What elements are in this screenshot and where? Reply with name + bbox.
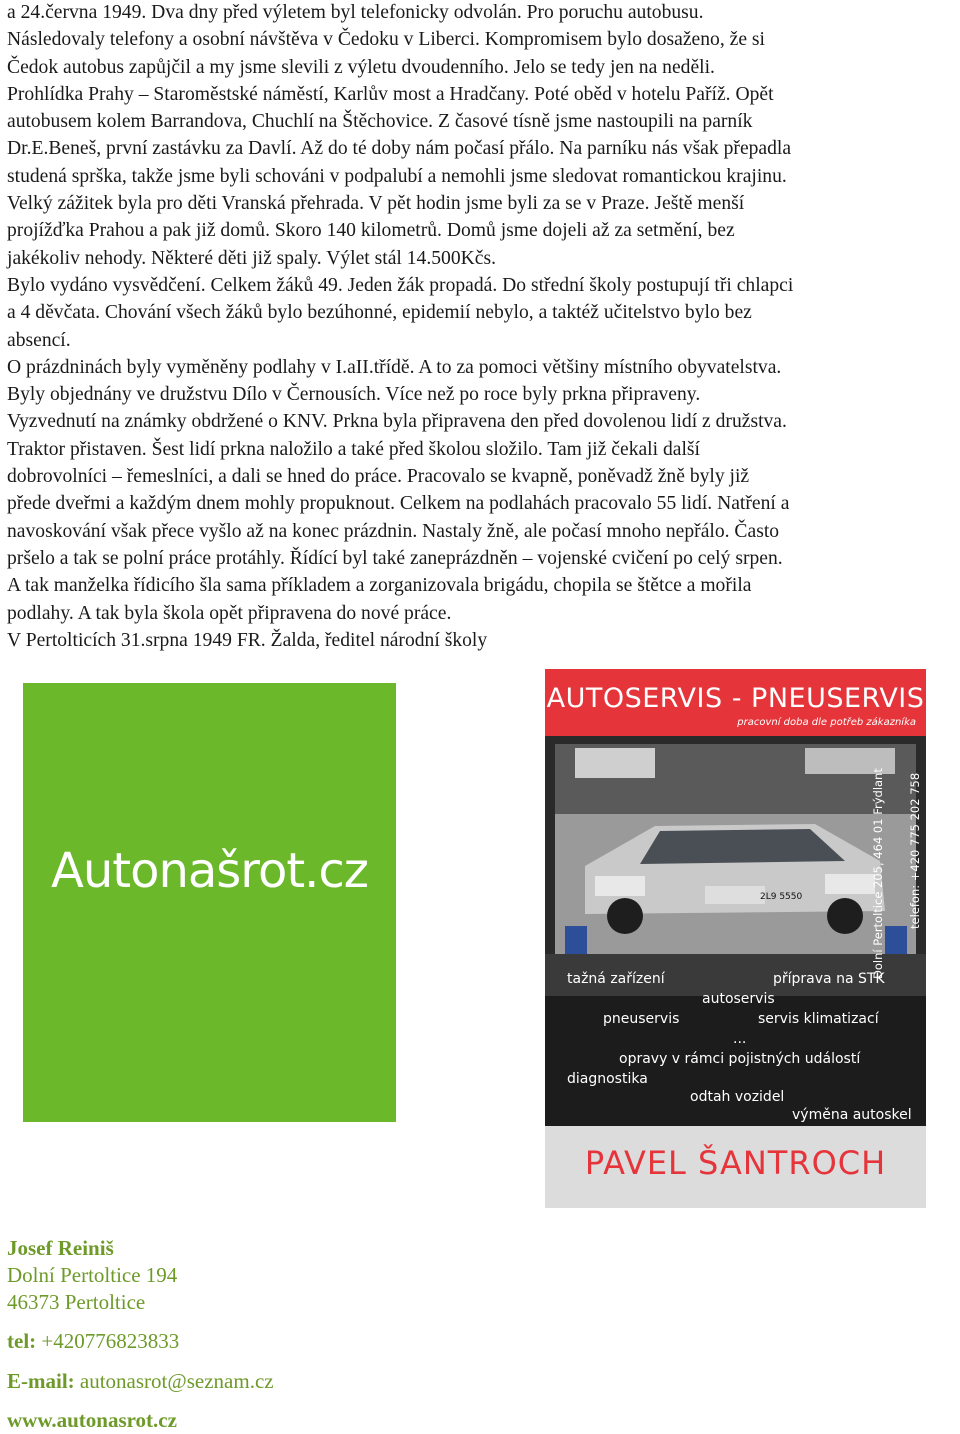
text-line: Prohlídka Prahy – Staroměstské náměstí, Karlův most a Hradčany. Poté oběd v hotelu Paříž. Opět — [7, 83, 774, 105]
contact-name: Josef Reiniš — [7, 1236, 114, 1260]
text-line: Velký zážitek byla pro děti Vranská přehrada. V pět hodin jsme byli za se v Praze. Ještě menší — [7, 193, 745, 215]
autoservis-subtitle: pracovní doba dle potřeb zákazníka — [737, 717, 916, 728]
text-line: jakékoliv nehody. Některé děti již spaly. Výlet stál 14.500Kčs. — [7, 247, 497, 269]
service-insurance-repairs: opravy v rámci pojistných událostí — [619, 1051, 861, 1067]
text-line: studená sprška, takže jsme byli schováni v podpalubí a nemohli jsme sledovat romantickou krajinu. — [7, 165, 787, 187]
text-line: pršelo a tak se polní práce protáhly. Řídící byl také zaneprázdněn – vojenské cvičení po celý srpen. — [7, 547, 783, 569]
autoservis-title: AUTOSERVIS - PNEUSERVIS — [546, 683, 925, 714]
text-line: Bylo vydáno vysvědčení. Celkem žáků 49. Jeden žák propadá. Do střední školy postupují tři chlapci — [7, 274, 794, 296]
text-line: a 24.června 1949. Dva dny před výletem byl telefonicky odvolán. Pro poruchu autobusu. — [7, 2, 704, 23]
service-diagnostics: diagnostika — [567, 1071, 648, 1087]
text-line: Dr.E.Beneš, první zastávku za Davlí. Až do té doby nám počasí přálo. Na parníku nás však přepadla — [7, 138, 792, 160]
text-line: Byly objednány ve družstvu Dílo v Černousích. Více než po roce byly prkna připraveny. — [7, 384, 701, 406]
text-line: A tak manželka řídicího šla sama příkladem a zorganizovala brigádu, chopila se štětce a mořila — [7, 575, 752, 597]
text-line: Traktor přistaven. Šest lidí prkna naložilo a také před školou složilo. Tam již čekali další — [7, 438, 700, 460]
text-line: projížďka Prahou a pak již domů. Skoro 140 kilometrů. Domů jsme dojeli až za setmění, bez — [7, 220, 735, 242]
car-on-lift-photo — [545, 736, 926, 996]
service-pneuservis: pneuservis — [603, 1011, 680, 1027]
service-towing-away: odtah vozidel — [690, 1089, 785, 1105]
text-line: O prázdninách byly vyměněny podlahy v I.aII.třídě. A to za pomoci většiny místního obyvatelstva. — [7, 356, 782, 378]
license-plate: 2L9 5550 — [760, 892, 803, 902]
chronicle-text — [7, 0, 957, 654]
service-windshield: výměna autoskel — [792, 1107, 912, 1123]
phone-vertical-text: telefon: +420 775 202 758 — [908, 772, 922, 929]
contact-city: 46373 Pertoltice — [7, 1290, 146, 1314]
text-line: podlahy. A tak byla škola opět připravena do nové práce. — [7, 602, 452, 624]
text-line: přede dveřmi a každým dnem mohly propuknout. Celkem na podlahách pracovalo 55 lidí. Natření a — [7, 493, 790, 515]
contact-website[interactable]: www.autonasrot.cz — [7, 1408, 177, 1432]
contact-phone: tel: +420776823833 — [7, 1329, 180, 1353]
contact-email[interactable]: E-mail: autonasrot@seznam.cz — [7, 1369, 274, 1393]
text-line: absencí. — [7, 329, 71, 351]
service-autoservis: autoservis — [702, 991, 775, 1007]
owner-name: PAVEL ŠANTROCH — [584, 1144, 887, 1182]
contact-street: Dolní Pertoltice 194 — [7, 1263, 178, 1287]
service-air-conditioning: servis klimatizací — [758, 1011, 879, 1027]
text-line: navoskování však přece vyšlo až na konec prázdnin. Nastaly žně, ale počasí mnoho nepřálo. Často — [7, 520, 780, 542]
text-line: autobusem kolem Barrandova, Chuchlí na Štěchovice. Z časové tísně jsme nastoupili na parník — [7, 111, 753, 133]
autonasrot-logo-text: Autonašrot.cz — [51, 843, 368, 899]
text-line: Čedok autobus zapůjčil a my jsme slevili z výletu dvoudenního. Jelo se tedy jen na neděli. — [7, 56, 715, 78]
address-vertical-text: Dolní Pertoltice 205, 464 01 Frýdlant — [871, 768, 885, 979]
text-line: a 4 děvčata. Chování všech žáků bylo bezúhonné, epidemií nebylo, a taktéž učitelstvo bylo bez — [7, 302, 752, 324]
text-line: dobrovolníci – řemeslníci, a dali se hned do práce. Pracovalo se kvapně, poněvadž žně byly již — [7, 466, 750, 488]
autonasrot-ad[interactable] — [23, 683, 396, 1122]
autoservis-ad[interactable] — [545, 669, 926, 1208]
text-line: V Pertolticích 31.srpna 1949 FR. Žalda, ředitel národní školy — [7, 629, 488, 651]
autoservis-footer — [545, 1126, 926, 1208]
service-towing-hitch: tažná zařízení — [567, 971, 665, 987]
text-line: Následovaly telefony a osobní návštěva v Čedoku v Liberci. Kompromisem bylo dosaženo, že si — [7, 29, 765, 51]
service-ellipsis: ... — [733, 1031, 747, 1047]
autoservis-header — [545, 669, 926, 736]
service-stk-prep: příprava na STK — [773, 971, 885, 987]
text-line: Vyzvednutí na známky obdržené o KNV. Prkna byla připravena den před dovolenou lidí z družstva. — [7, 411, 787, 433]
